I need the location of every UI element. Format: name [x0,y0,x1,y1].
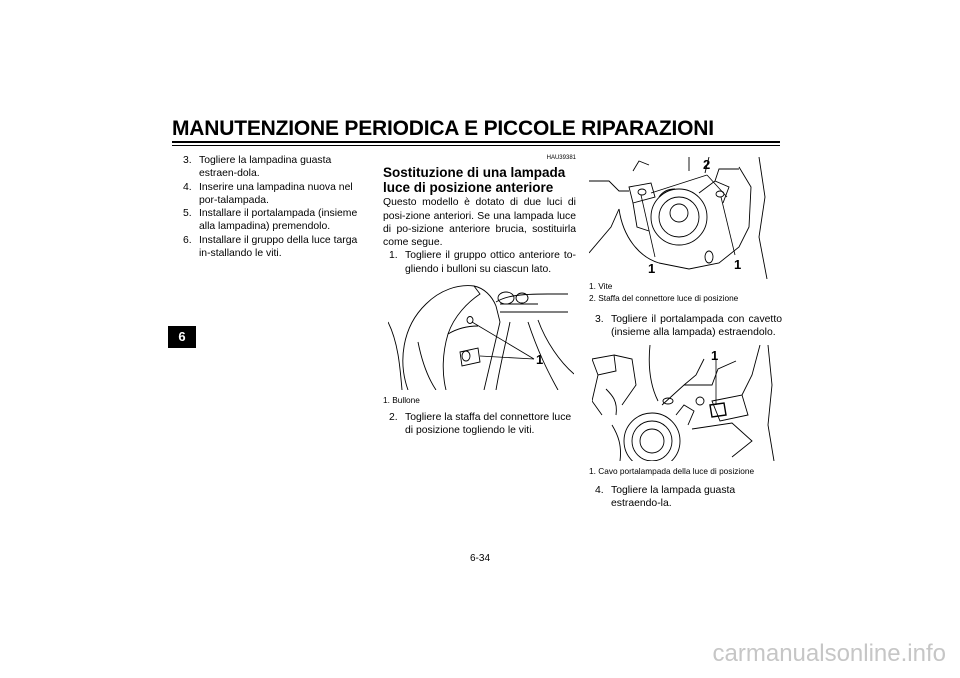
figure-callout-1a: 1 [648,261,656,276]
figure-callout: 1 [711,348,719,363]
step-text: Togliere la lampada guasta estraendo-la. [611,485,736,510]
step-text: Togliere il gruppo ottico anteriore to-gliendo i bulloni su ciascun lato. [405,250,576,275]
page-number: 6-34 [469,553,490,564]
column-2 [383,152,576,276]
figure-bracket-screws [589,157,775,279]
column-2-continued [383,411,576,438]
chapter-tab: 6 [168,326,196,348]
step-number: 2. [389,412,398,423]
step-3 [183,154,370,181]
headlight-illustration [388,282,574,390]
step-4 [183,181,370,208]
step-1 [389,249,576,276]
header-rule [172,141,780,143]
column-1 [183,154,370,260]
page-title: MANUTENZIONE PERIODICA E PICCOLE RIPARAZIONI [172,117,714,140]
section-heading: Sostituzione di una lampada luce di posizione anteriore [383,165,566,196]
step-6 [183,234,370,261]
figure-caption: 1. Bullone [383,395,420,405]
step-number: 4. [183,181,192,193]
socket-illustration [592,345,778,461]
step-number: 4. [595,485,604,496]
step-text: Installare il portalampada (insieme alla lampadina) premendolo. [199,208,358,233]
figure-callout-2: 2 [703,157,711,172]
bracket-illustration [589,157,775,279]
step-text: Installare il gruppo della luce targa in-stallando le viti. [199,234,358,260]
step-number: 1. [389,250,398,262]
step-2 [389,411,576,438]
section-code: HAU39381 [546,155,576,161]
figure-bulb-socket [592,345,778,461]
step-number: 3. [183,155,192,166]
figure-callout-1b: 1 [734,257,742,272]
figure-captions [589,281,738,304]
watermark: carmanualsonline.info [712,640,946,667]
step-3 [595,313,782,340]
step-5 [183,207,370,234]
figure-callout: 1 [536,352,544,367]
caption-line: 1. Vite [589,281,613,291]
header-rule-thin [172,145,780,146]
step-text: Togliere la lampadina guasta estraen-dola. [199,155,332,180]
step-4 [595,484,782,511]
step-text: Togliere il portalampada con cavetto (insieme alla lampada) estraendolo. [611,314,782,339]
section-intro: Questo modello è dotato di due luci di posi-zione anteriori. Se una lampada luce di po-sizione anteriore brucia, sostituirla come segue. [383,197,576,249]
figure-headlight-bolt [388,282,574,390]
step-text: Togliere la staffa del connettore luce di posizione togliendo le viti. [405,412,572,437]
step-number: 6. [183,234,192,246]
step-number: 3. [595,314,604,325]
figure-caption: 1. Cavo portalampada della luce di posizione [589,466,755,476]
step-text: Inserire una lampadina nuova nel por-talampada. [199,181,353,206]
column-3-step3 [589,313,782,340]
column-3-step4 [589,484,782,511]
step-number: 5. [183,208,192,220]
caption-line: 2. Staffa del connettore luce di posizione [589,292,739,303]
